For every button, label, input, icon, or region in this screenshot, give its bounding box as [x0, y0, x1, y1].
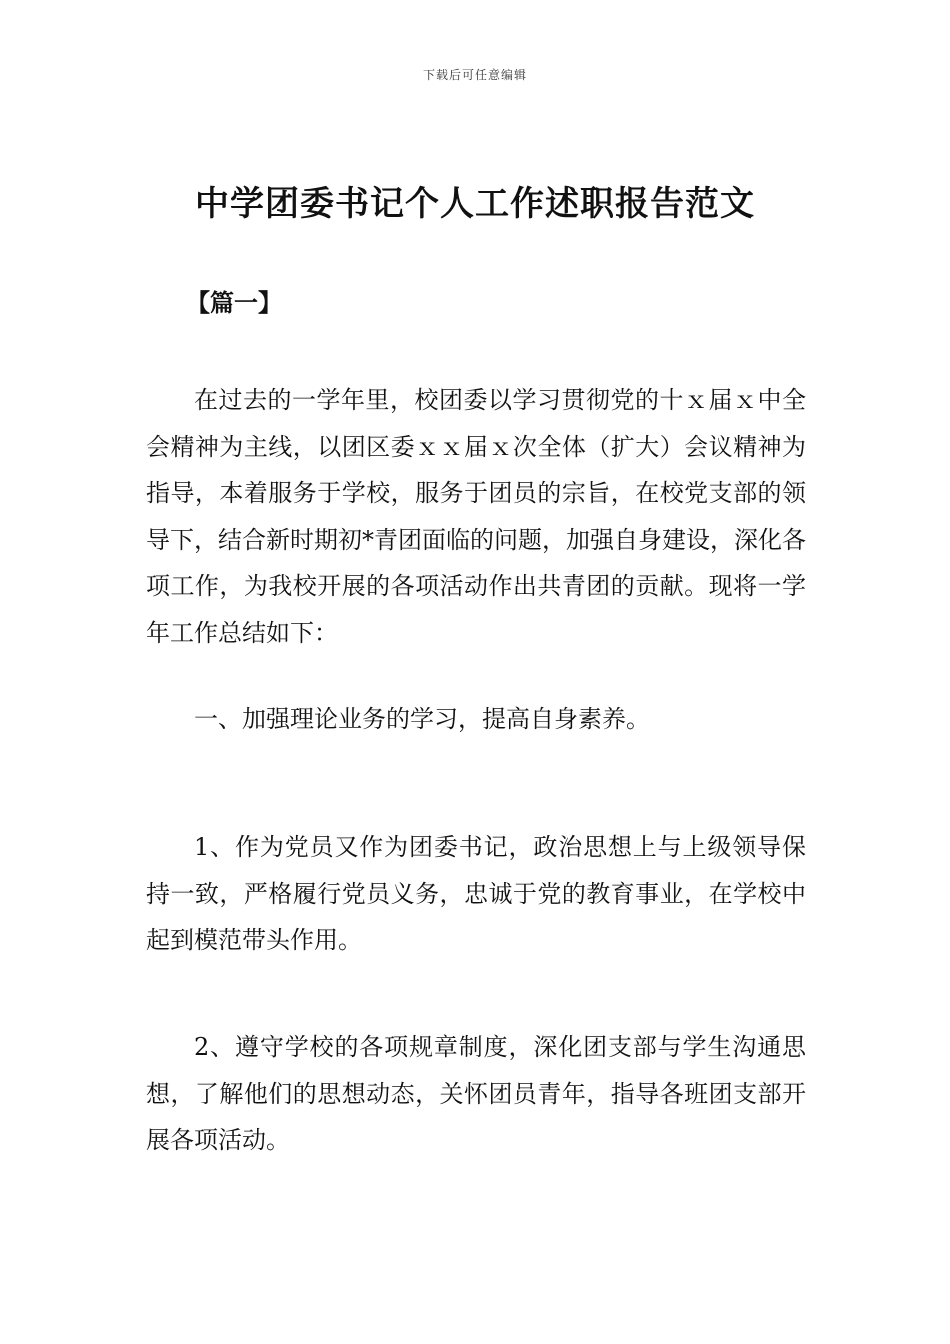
paragraph-item-2: 2、遵守学校的各项规章制度，深化团支部与学生沟通思想，了解他们的思想动态，关怀团员青年，指导各班团支部开展各项活动。 — [146, 1033, 806, 1154]
section-label: 【篇一】 — [186, 289, 282, 317]
paragraph-item-1: 1、作为党员又作为团委书记，政治思想上与上级领导保持一致，严格履行党员义务，忠诚于党的教育事业，在学校中起到模范带头作用。 — [146, 833, 806, 954]
header-note: 下载后可任意编辑 — [422, 68, 527, 82]
document-title: 中学团委书记个人工作述职报告范文 — [195, 184, 755, 224]
paragraph-heading-1: 一、加强理论业务的学习，提高自身素养。 — [194, 705, 650, 733]
paragraph-intro: 在过去的一学年里，校团委以学习贯彻党的十ｘ届ｘ中全会精神为主线，以团区委ｘｘ届ｘ次全体（扩大）会议精神为指导，本着服务于学校，服务于团员的宗旨，在校党支部的领导下，结合新时期初*青团面临的问题，加强自身建设，深化各项工作，为我校开展的各项活动作出共青团的贡献。现将一学年工作总结如下： — [146, 386, 806, 647]
